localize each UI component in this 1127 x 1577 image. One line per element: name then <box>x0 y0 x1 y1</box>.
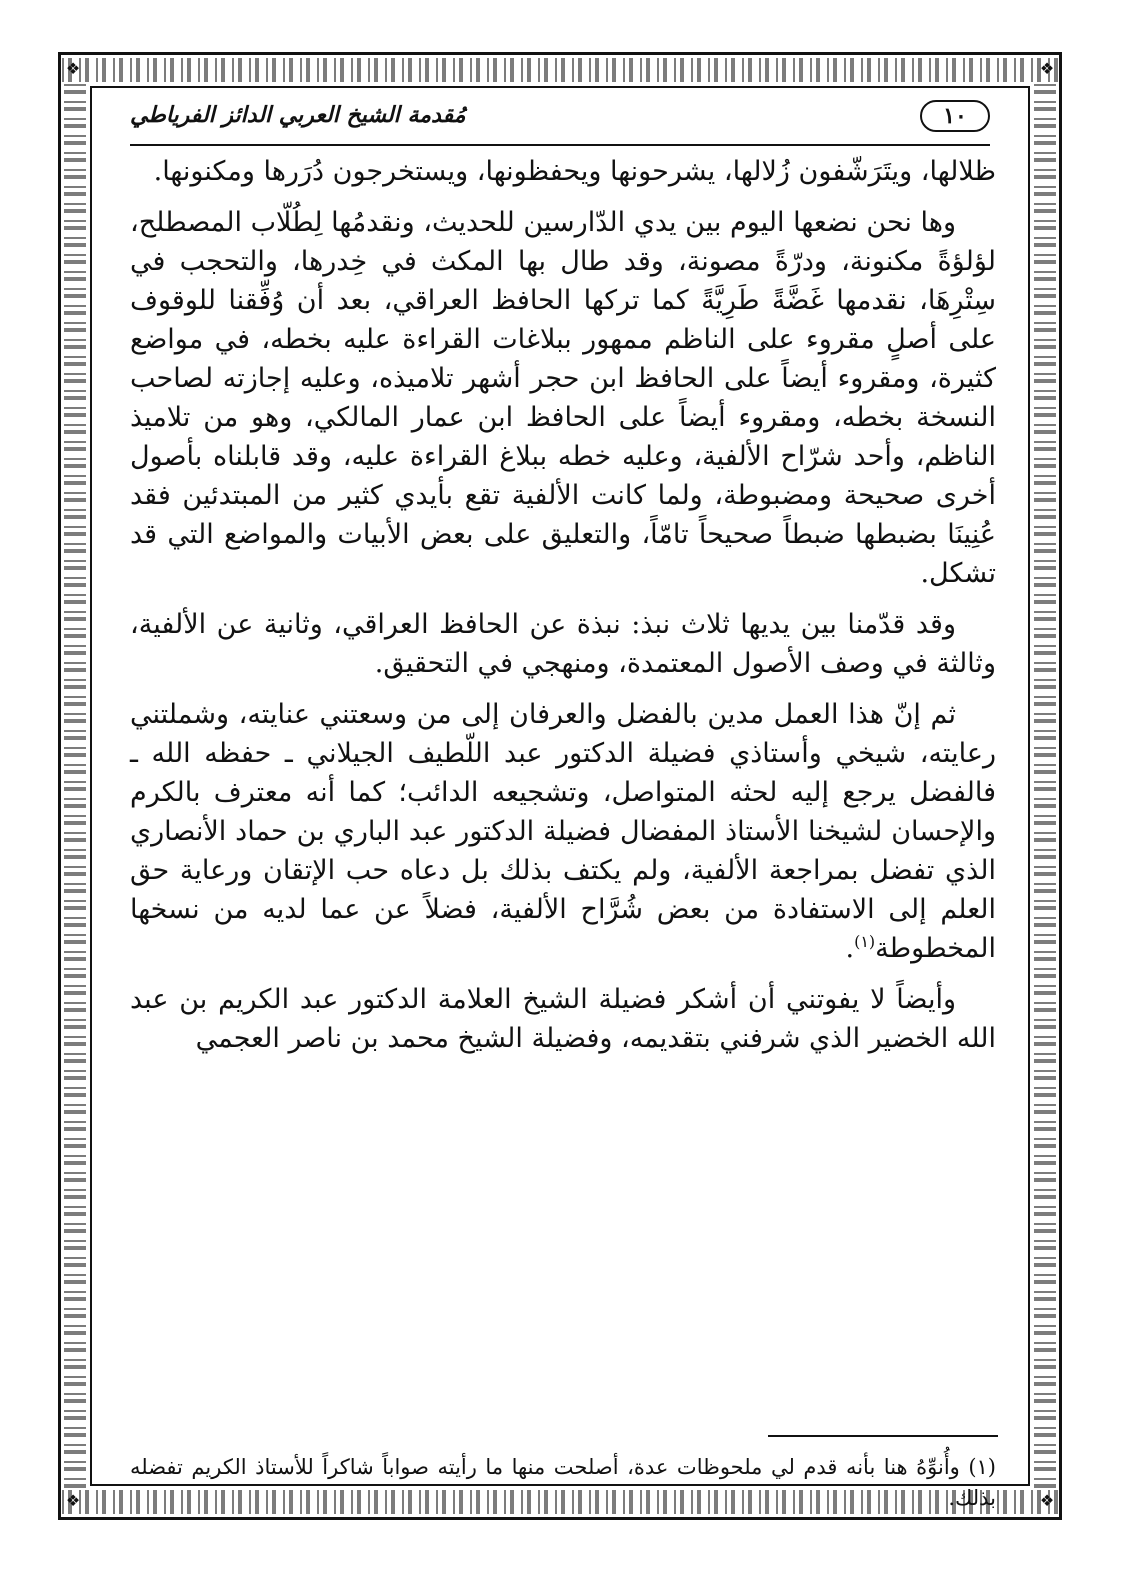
ornamental-border-top <box>62 58 1058 82</box>
footnote-rule <box>768 1435 998 1437</box>
page-number: ١٠ <box>920 100 990 132</box>
paragraph: وقد قدّمنا بين يديها ثلاث نبذ: نبذة عن الحافظ العراقي، وثانية عن الألفية، وثالثة في وصف الأصول المعتمدة، ومنهجي في التحقيق. <box>130 609 996 679</box>
footnotes <box>130 1452 996 1514</box>
paragraph: وأيضاً لا يفوتني أن أشكر فضيلة الشيخ العلامة الدكتور عبد الكريم بن عبد الله الخضير الذي شرفني بتقديمه، وفضيلة الشيخ محمد بن ناصر العجمي <box>130 984 996 1054</box>
corner-ornament-icon: ❖ <box>65 1491 81 1510</box>
paragraph: وها نحن نضعها اليوم بين يدي الدّارسين للحديث، ونقدمُها لِطُلّاب المصطلح، لؤلؤةً مكنونة، ودرّةً مصونة، وقد طال بها المكث في خِدرها، والتحجب في سِتْرِهَا، نقدمها غَضَّةً طَرِيَّةً كما تركها الحافظ العراقي، بعد أن وُفِّقنا للوقوف على أصلٍ مقروء على الناظم ممهور ببلاغات القراءة عليه بخطه، في مواضع كثيرة، ومقروء أيضاً على الحافظ ابن حجر أشهر تلاميذه، وعليه إجازته لصاحب النسخة بخطه، ومقروء أيضاً على الحافظ ابن عمار المالكي، وهو من تلاميذ الناظم، وأحد شرّاح الألفية، وعليه خطه ببلاغ القراءة عليه، وقد قابلناه بأصول أخرى صحيحة ومضبوطة، ولما كانت الألفية تقع بأيدي كثير من المبتدئين فقد عُنِينَا بضبطها ضبطاً صحيحاً تامّاً، والتعليق على بعض الأبيات والمواضع التي قد تشكل. <box>130 207 996 589</box>
corner-ornament-icon: ❖ <box>1039 1491 1055 1510</box>
corner-ornament-icon: ❖ <box>1039 59 1055 78</box>
corner-ornament-icon: ❖ <box>65 59 81 78</box>
footnote: (١) وأُنوِّهُ هنا بأنه قدم لي ملحوظات عدة، أصلحت منها ما رأيته صواباً شاكراً للأستاذ الكريم تفضله بذلك. <box>130 1455 996 1510</box>
running-title: مُقدمة الشيخ العربي الدائز الفرياطي <box>130 102 466 128</box>
header-rule <box>130 144 990 146</box>
footnote-reference[interactable]: (١) <box>854 932 876 951</box>
ornamental-border-left <box>64 84 86 1488</box>
page-header <box>130 98 990 138</box>
paragraph-text: ثم إنّ هذا العمل مدين بالفضل والعرفان إلى من وسعتني عنايته، وشملتني رعايته، شيخي وأستاذي فضيلة الدكتور عبد اللّطيف الجيلاني ـ حفظه الله ـ فالفضل يرجع إليه لحثه المتواصل، وتشجيعه الدائب؛ كما أنه معترف بالكرم والإحسان لشيخنا الأستاذ المفضال فضيلة الدكتور عبد الباري بن حماد الأنصاري الذي تفضل بمراجعة الألفية، ولم يكتف بذلك بل دعاه حب الإتقان ورعاية حق العلم إلى الاستفادة من بعض شُرَّاح الألفية، فضلاً عن عما لديه من نسخها المخطوطة <box>130 699 996 964</box>
paragraph <box>130 695 996 968</box>
paragraph: ظلالها، ويتَرَشّفون زُلالها، يشرحونها ويحفظونها، ويستخرجون دُرَرها ومكنونها. <box>153 156 996 187</box>
paragraph-end-mark: . <box>845 933 855 964</box>
main-text <box>130 152 996 1070</box>
ornamental-border-right <box>1034 84 1056 1488</box>
